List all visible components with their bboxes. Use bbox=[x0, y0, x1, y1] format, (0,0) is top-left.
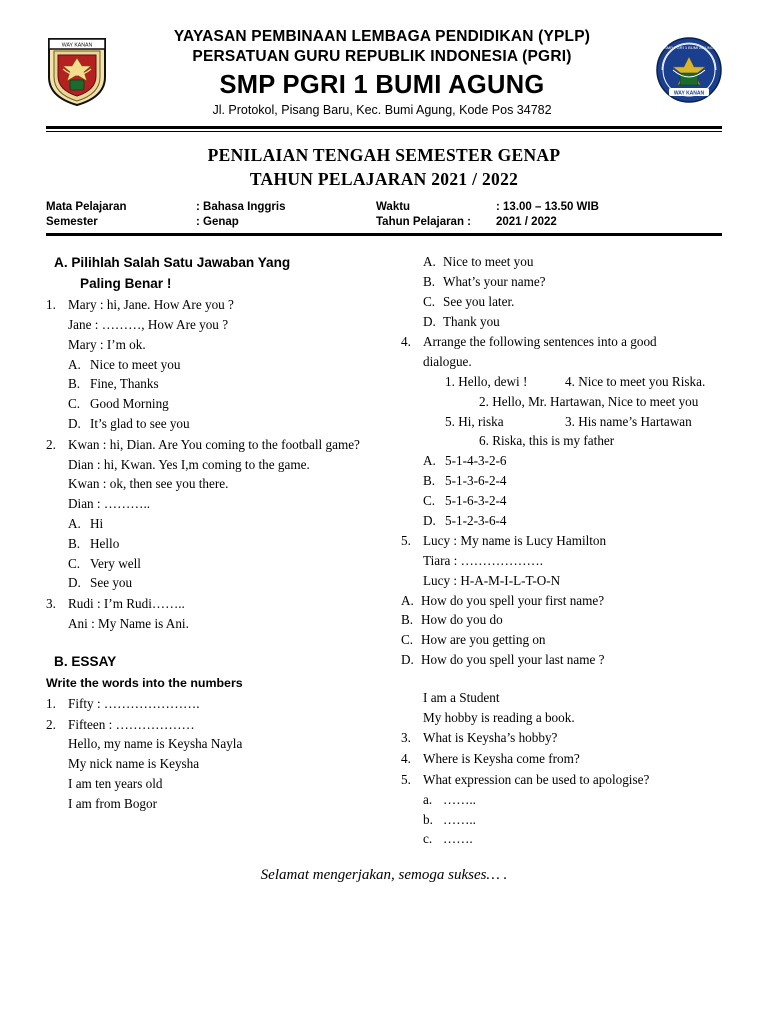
question-4-jumbled-1: 1. Hello, dewi ! bbox=[445, 373, 528, 389]
question-4-jumbled-row-1 bbox=[423, 372, 721, 392]
essay-item-5-answer-c[interactable] bbox=[423, 829, 721, 849]
question-5-option-a-letter: A. bbox=[401, 592, 414, 608]
essay-item-2-number: 2. bbox=[46, 716, 56, 732]
school-identity bbox=[118, 28, 646, 117]
question-4-option-d-letter: D. bbox=[423, 512, 436, 528]
question-1-option-a-letter: A. bbox=[68, 356, 81, 372]
essay-item-5-answer-a-letter: a. bbox=[423, 791, 433, 807]
question-3-number: 3. bbox=[46, 596, 56, 612]
question-5-option-c-text: How are you getting on bbox=[421, 632, 546, 648]
time-label: Waktu bbox=[376, 201, 411, 214]
school-address: Jl. Protokol, Pisang Baru, Kec. Bumi Agung, Kode Pos 34782 bbox=[212, 102, 552, 117]
question-2-option-c[interactable] bbox=[68, 554, 391, 574]
question-3-option-b-letter: B. bbox=[423, 273, 436, 289]
essay-item-3 bbox=[401, 728, 721, 748]
question-2-option-d[interactable] bbox=[68, 573, 391, 593]
question-1 bbox=[46, 295, 391, 434]
question-4-option-a[interactable] bbox=[423, 451, 721, 471]
question-5-option-d-letter: D. bbox=[401, 652, 414, 668]
right-column-gap bbox=[401, 670, 721, 688]
foundation-line-2: PERSATUAN GURU REPUBLIK INDONESIA (PGRI) bbox=[192, 48, 572, 66]
question-1-line-2: Jane : ………, How Are you ? bbox=[68, 317, 229, 333]
question-4-jumbled-6: 6. Riska, this is my father bbox=[479, 433, 615, 449]
question-5-option-a-text: How do you spell your first name? bbox=[421, 592, 605, 608]
closing-note: Selamat mengerjakan, semoga sukses… . bbox=[260, 867, 508, 884]
section-a-heading-line-2: Paling Benar ! bbox=[80, 276, 172, 292]
essay-item-1-text: Fifty : …………………. bbox=[68, 695, 200, 711]
essay-item-5-text: What expression can be used to apologise? bbox=[423, 772, 650, 788]
subject-value: : Bahasa Inggris bbox=[196, 201, 286, 214]
essay-item-5-answer-b-letter: b. bbox=[423, 811, 433, 827]
question-5-line-1: Lucy : My name is Lucy Hamilton bbox=[423, 533, 607, 549]
section-gap bbox=[46, 634, 391, 652]
question-3-option-c-letter: C. bbox=[423, 293, 436, 309]
question-5 bbox=[401, 531, 721, 590]
question-4-option-c-text: 5-1-6-3-2-4 bbox=[445, 492, 507, 508]
question-2-line-4: Dian : ……….. bbox=[68, 496, 151, 512]
question-3-option-c[interactable] bbox=[401, 292, 721, 312]
question-2-number: 2. bbox=[46, 436, 56, 452]
question-3-option-d-letter: D. bbox=[423, 313, 436, 329]
question-1-option-b[interactable] bbox=[68, 374, 391, 394]
question-4-option-c-letter: C. bbox=[423, 492, 436, 508]
essay-item-1-number: 1. bbox=[46, 695, 56, 711]
question-1-number: 1. bbox=[46, 297, 56, 313]
exam-title bbox=[46, 145, 722, 191]
question-4-number: 4. bbox=[401, 334, 411, 350]
question-2-option-a-letter: A. bbox=[68, 516, 81, 532]
question-2-option-c-letter: C. bbox=[68, 555, 81, 571]
header-rule-thin bbox=[46, 131, 722, 132]
question-2-option-d-text: See you bbox=[90, 575, 133, 591]
question-2-option-d-letter: D. bbox=[68, 575, 81, 591]
essay-item-5 bbox=[401, 770, 721, 849]
exam-title-line-2: TAHUN PELAJARAN 2021 / 2022 bbox=[249, 169, 519, 190]
section-a-heading bbox=[46, 252, 391, 294]
question-2-option-b[interactable] bbox=[68, 534, 391, 554]
question-1-line-1: Mary : hi, Jane. How Are you ? bbox=[68, 297, 234, 313]
semester-value: : Genap bbox=[196, 216, 239, 229]
question-2-option-b-letter: B. bbox=[68, 535, 81, 551]
school-name: SMP PGRI 1 BUMI AGUNG bbox=[219, 70, 545, 99]
time-value: : 13.00 – 13.50 WIB bbox=[496, 201, 599, 214]
essay-item-3-number: 3. bbox=[401, 730, 411, 746]
year-value: 2021 / 2022 bbox=[496, 216, 557, 229]
question-4 bbox=[401, 332, 721, 530]
question-3 bbox=[46, 594, 391, 634]
keysha-paragraph-line-3: I am ten years old bbox=[68, 776, 163, 791]
essay-item-4 bbox=[401, 749, 721, 769]
essay-item-5-answer-c-letter: c. bbox=[423, 831, 433, 847]
semester-label: Semester bbox=[46, 216, 98, 229]
question-1-option-c-letter: C. bbox=[68, 396, 81, 412]
document-header bbox=[46, 28, 722, 117]
question-3-option-c-text: See you later. bbox=[443, 293, 515, 309]
question-3-option-a[interactable] bbox=[401, 252, 721, 272]
keysha-paragraph-line-4: I am from Bogor bbox=[68, 795, 157, 811]
question-4-option-d-text: 5-1-2-3-6-4 bbox=[445, 512, 507, 528]
essay-item-1 bbox=[46, 694, 391, 714]
essay-item-2-text: Fifteen : ……………… bbox=[68, 716, 195, 732]
question-4-option-a-letter: A. bbox=[423, 453, 436, 469]
question-5-option-a[interactable] bbox=[401, 591, 721, 611]
question-1-option-c-text: Good Morning bbox=[90, 396, 169, 412]
question-3-option-b[interactable] bbox=[401, 272, 721, 292]
keysha-paragraph-line-6: My hobby is reading a book. bbox=[423, 709, 575, 725]
question-4-jumbled-3: 3. His name’s Hartawan bbox=[565, 413, 692, 429]
right-column bbox=[401, 252, 721, 849]
section-b-heading: B. ESSAY bbox=[54, 653, 117, 669]
exam-body bbox=[46, 252, 722, 849]
question-4-option-c[interactable] bbox=[423, 491, 721, 511]
question-2-line-1: Kwan : hi, Dian. Are You coming to the football game? bbox=[68, 436, 360, 452]
question-5-line-3: Lucy : H-A-M-I-L-T-O-N bbox=[423, 572, 561, 588]
question-5-option-c[interactable] bbox=[401, 630, 721, 650]
question-5-option-c-letter: C. bbox=[401, 632, 414, 648]
header-rule-thick bbox=[46, 126, 722, 129]
question-4-jumbled-row-3 bbox=[423, 412, 721, 432]
keysha-paragraph-line-2: My nick name is Keysha bbox=[68, 756, 200, 772]
question-1-option-d[interactable] bbox=[68, 414, 391, 434]
question-2 bbox=[46, 435, 391, 593]
question-4-option-b-text: 5-1-3-6-2-4 bbox=[445, 472, 507, 488]
exam-title-line-1: PENILAIAN TENGAH SEMESTER GENAP bbox=[207, 145, 561, 166]
meta-row-subject-time bbox=[46, 201, 722, 213]
left-column bbox=[46, 252, 401, 849]
essay-item-4-text: Where is Keysha come from? bbox=[423, 751, 580, 767]
essay-item-5-answer-b-text: …….. bbox=[443, 811, 476, 827]
question-2-option-b-text: Hello bbox=[90, 535, 120, 551]
question-5-option-b-letter: B. bbox=[401, 612, 414, 628]
question-4-stem-line-1: Arrange the following sentences into a good bbox=[423, 334, 657, 350]
question-4-jumbled-4: 4. Nice to meet you Riska. bbox=[565, 373, 706, 389]
section-b-subheading: Write the words into the numbers bbox=[46, 676, 243, 691]
question-5-option-d-text: How do you spell your last name ? bbox=[421, 652, 605, 668]
essay-item-5-answer-b[interactable] bbox=[423, 810, 721, 830]
question-1-option-b-letter: B. bbox=[68, 376, 81, 392]
essay-item-5-answer-a-text: …….. bbox=[443, 791, 476, 807]
essay-item-5-number: 5. bbox=[401, 772, 411, 788]
question-3-option-a-text: Nice to meet you bbox=[443, 254, 534, 270]
question-3-option-d-text: Thank you bbox=[443, 313, 500, 329]
section-a-heading-line-1: A. Pilihlah Salah Satu Jawaban Yang bbox=[54, 255, 291, 271]
smp-pgri-bumi-agung-logo bbox=[656, 37, 722, 108]
question-3-option-b-text: What’s your name? bbox=[443, 273, 546, 289]
foundation-line-1: YAYASAN PEMBINAAN LEMBAGA PENDIDIKAN (YPLP) bbox=[173, 28, 591, 45]
essay-item-5-answer-a[interactable] bbox=[423, 790, 721, 810]
question-2-option-a[interactable] bbox=[68, 514, 391, 534]
question-1-line-3: Mary : I’m ok. bbox=[68, 336, 146, 352]
question-1-option-d-text: It’s glad to see you bbox=[90, 416, 190, 432]
question-4-option-a-text: 5-1-4-3-2-6 bbox=[445, 453, 507, 469]
question-3-line-1: Rudi : I’m Rudi…….. bbox=[68, 596, 185, 612]
essay-item-3-text: What is Keysha’s hobby? bbox=[423, 730, 558, 746]
essay-item-5-answer-c-text: ……. bbox=[443, 831, 473, 847]
essay-item-4-number: 4. bbox=[401, 751, 411, 767]
subject-label: Mata Pelajaran bbox=[46, 201, 127, 214]
question-4-stem-line-2: dialogue. bbox=[423, 354, 472, 370]
question-2-line-3: Kwan : ok, then see you there. bbox=[68, 476, 229, 492]
question-5-option-d[interactable] bbox=[401, 650, 721, 670]
question-1-option-a-text: Nice to meet you bbox=[90, 356, 181, 372]
essay-item-2 bbox=[46, 715, 391, 814]
svg-text:WAY KANAN: WAY KANAN bbox=[61, 42, 93, 49]
question-5-number: 5. bbox=[401, 533, 411, 549]
question-3-line-2: Ani : My Name is Ani. bbox=[68, 616, 189, 632]
question-2-option-a-text: Hi bbox=[90, 516, 104, 532]
year-label: Tahun Pelajaran : bbox=[376, 216, 472, 229]
question-4-option-d[interactable] bbox=[423, 511, 721, 531]
way-kanan-crest-logo bbox=[46, 33, 108, 112]
svg-text:SMP PGRI 1 BUMI AGUNG: SMP PGRI 1 BUMI AGUNG bbox=[664, 45, 714, 51]
question-5-line-2: Tiara : ………………. bbox=[423, 553, 544, 569]
question-4-jumbled-2: 2. Hello, Mr. Hartawan, Nice to meet you bbox=[479, 393, 699, 409]
question-3-option-d[interactable] bbox=[401, 312, 721, 332]
exam-meta bbox=[46, 201, 722, 228]
keysha-paragraph-line-5: I am a Student bbox=[423, 689, 500, 705]
meta-row-semester-year bbox=[46, 216, 722, 228]
question-1-option-c[interactable] bbox=[68, 394, 391, 414]
question-5-option-b[interactable] bbox=[401, 610, 721, 630]
question-4-option-b-letter: B. bbox=[423, 472, 436, 488]
keysha-paragraph-line-1: Hello, my name is Keysha Nayla bbox=[68, 736, 243, 752]
question-1-option-a[interactable] bbox=[68, 355, 391, 375]
meta-rule bbox=[46, 233, 722, 236]
question-1-option-b-text: Fine, Thanks bbox=[90, 376, 159, 392]
question-4-option-b[interactable] bbox=[423, 471, 721, 491]
question-2-line-2: Dian : hi, Kwan. Yes I,m coming to the game. bbox=[68, 456, 310, 472]
question-4-jumbled-5: 5. Hi, riska bbox=[445, 413, 504, 429]
question-1-option-d-letter: D. bbox=[68, 416, 81, 432]
svg-text:WAY KANAN: WAY KANAN bbox=[673, 90, 705, 97]
question-2-option-c-text: Very well bbox=[90, 555, 141, 571]
question-5-option-b-text: How do you do bbox=[421, 612, 503, 628]
question-3-option-a-letter: A. bbox=[423, 254, 436, 270]
